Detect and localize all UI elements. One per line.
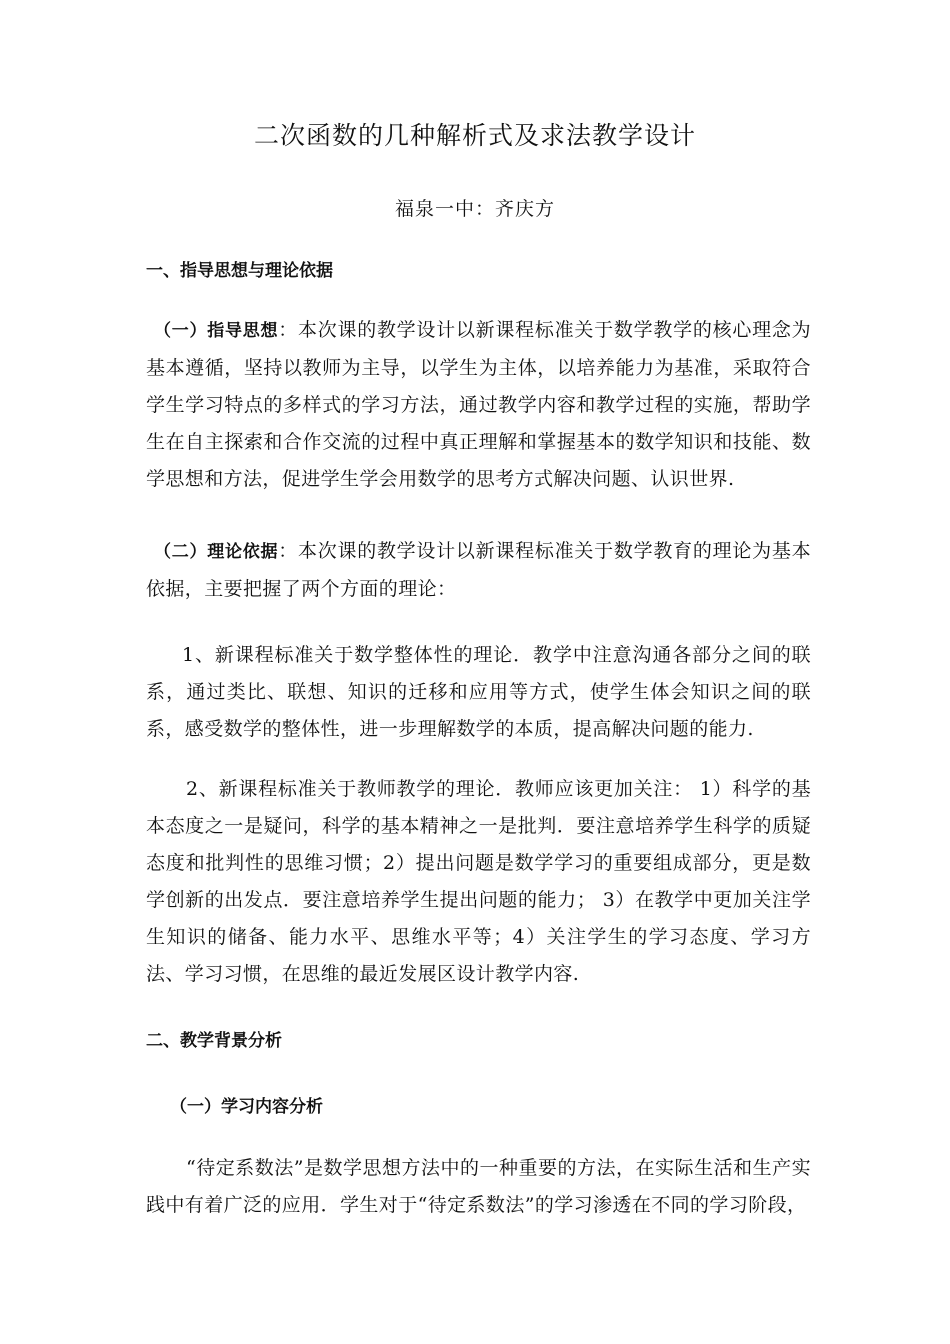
paragraph-theory-basis <box>146 533 811 608</box>
paragraph-text: ：本次课的教学设计以新课程标准关于数学教育的理论为基本依据，主要把握了两个方面的理论： <box>146 540 811 600</box>
section-heading-2: 二、教学背景分析 <box>146 1031 282 1051</box>
document-author: 福泉一中：齐庆方 <box>394 198 555 220</box>
paragraph-guiding-thought <box>146 312 811 498</box>
document-title: 二次函数的几种解析式及求法教学设计 <box>253 121 696 150</box>
paragraph-text: ：本次课的教学设计以新课程标准关于数学教学的核心理念为基本遵循，坚持以教师为主导，以学生为主体，以培养能力为基准，采取符合学生学习特点的多样式的学习方法，通过教学内容和教学过程的实施，帮助学生在自主探索和合作交流的过程中真正理解和掌握基本的数学知识和技能、数学思想和方法，促进学生学会用数学的思考方式解决问题、认识世界. <box>146 319 811 490</box>
paragraph-lead-label: （二）理论依据 <box>154 542 279 562</box>
subsection-heading: （一）学习内容分析 <box>170 1097 323 1117</box>
paragraph-lead-label: （一）指导思想 <box>154 321 279 341</box>
list-item-1: 1、新课程标准关于数学整体性的理论．教学中注意沟通各部分之间的联系，通过类比、联想、知识的迁移和应用等方式，使学生体会知识之间的联系，感受数学的整体性，进一步理解数学的本质，提高解决问题的能力. <box>146 644 811 740</box>
list-item-2: 2、新课程标准关于教师教学的理论．教师应该更加关注： 1）科学的基本态度之一是疑问，科学的基本精神之一是批判．要注意培养学生科学的质疑态度和批判性的思维习惯；2）提出问题是数学学习的重要组成部分，更是数学创新的出发点．要注意培养学生提出问题的能力； 3）在教学中更加关注学生知识的储备、能力水平、思维水平等；4）关注学生的学习态度、学习方法、学习习惯，在思维的最近发展区设计教学内容. <box>146 778 811 985</box>
paragraph-content-analysis: “待定系数法”是数学思想方法中的一种重要的方法，在实际生活和生产实践中有着广泛的应用．学生对于“待定系数法”的学习渗透在不同的学习阶段， <box>146 1157 811 1216</box>
section-heading-1: 一、指导思想与理论依据 <box>146 261 333 281</box>
